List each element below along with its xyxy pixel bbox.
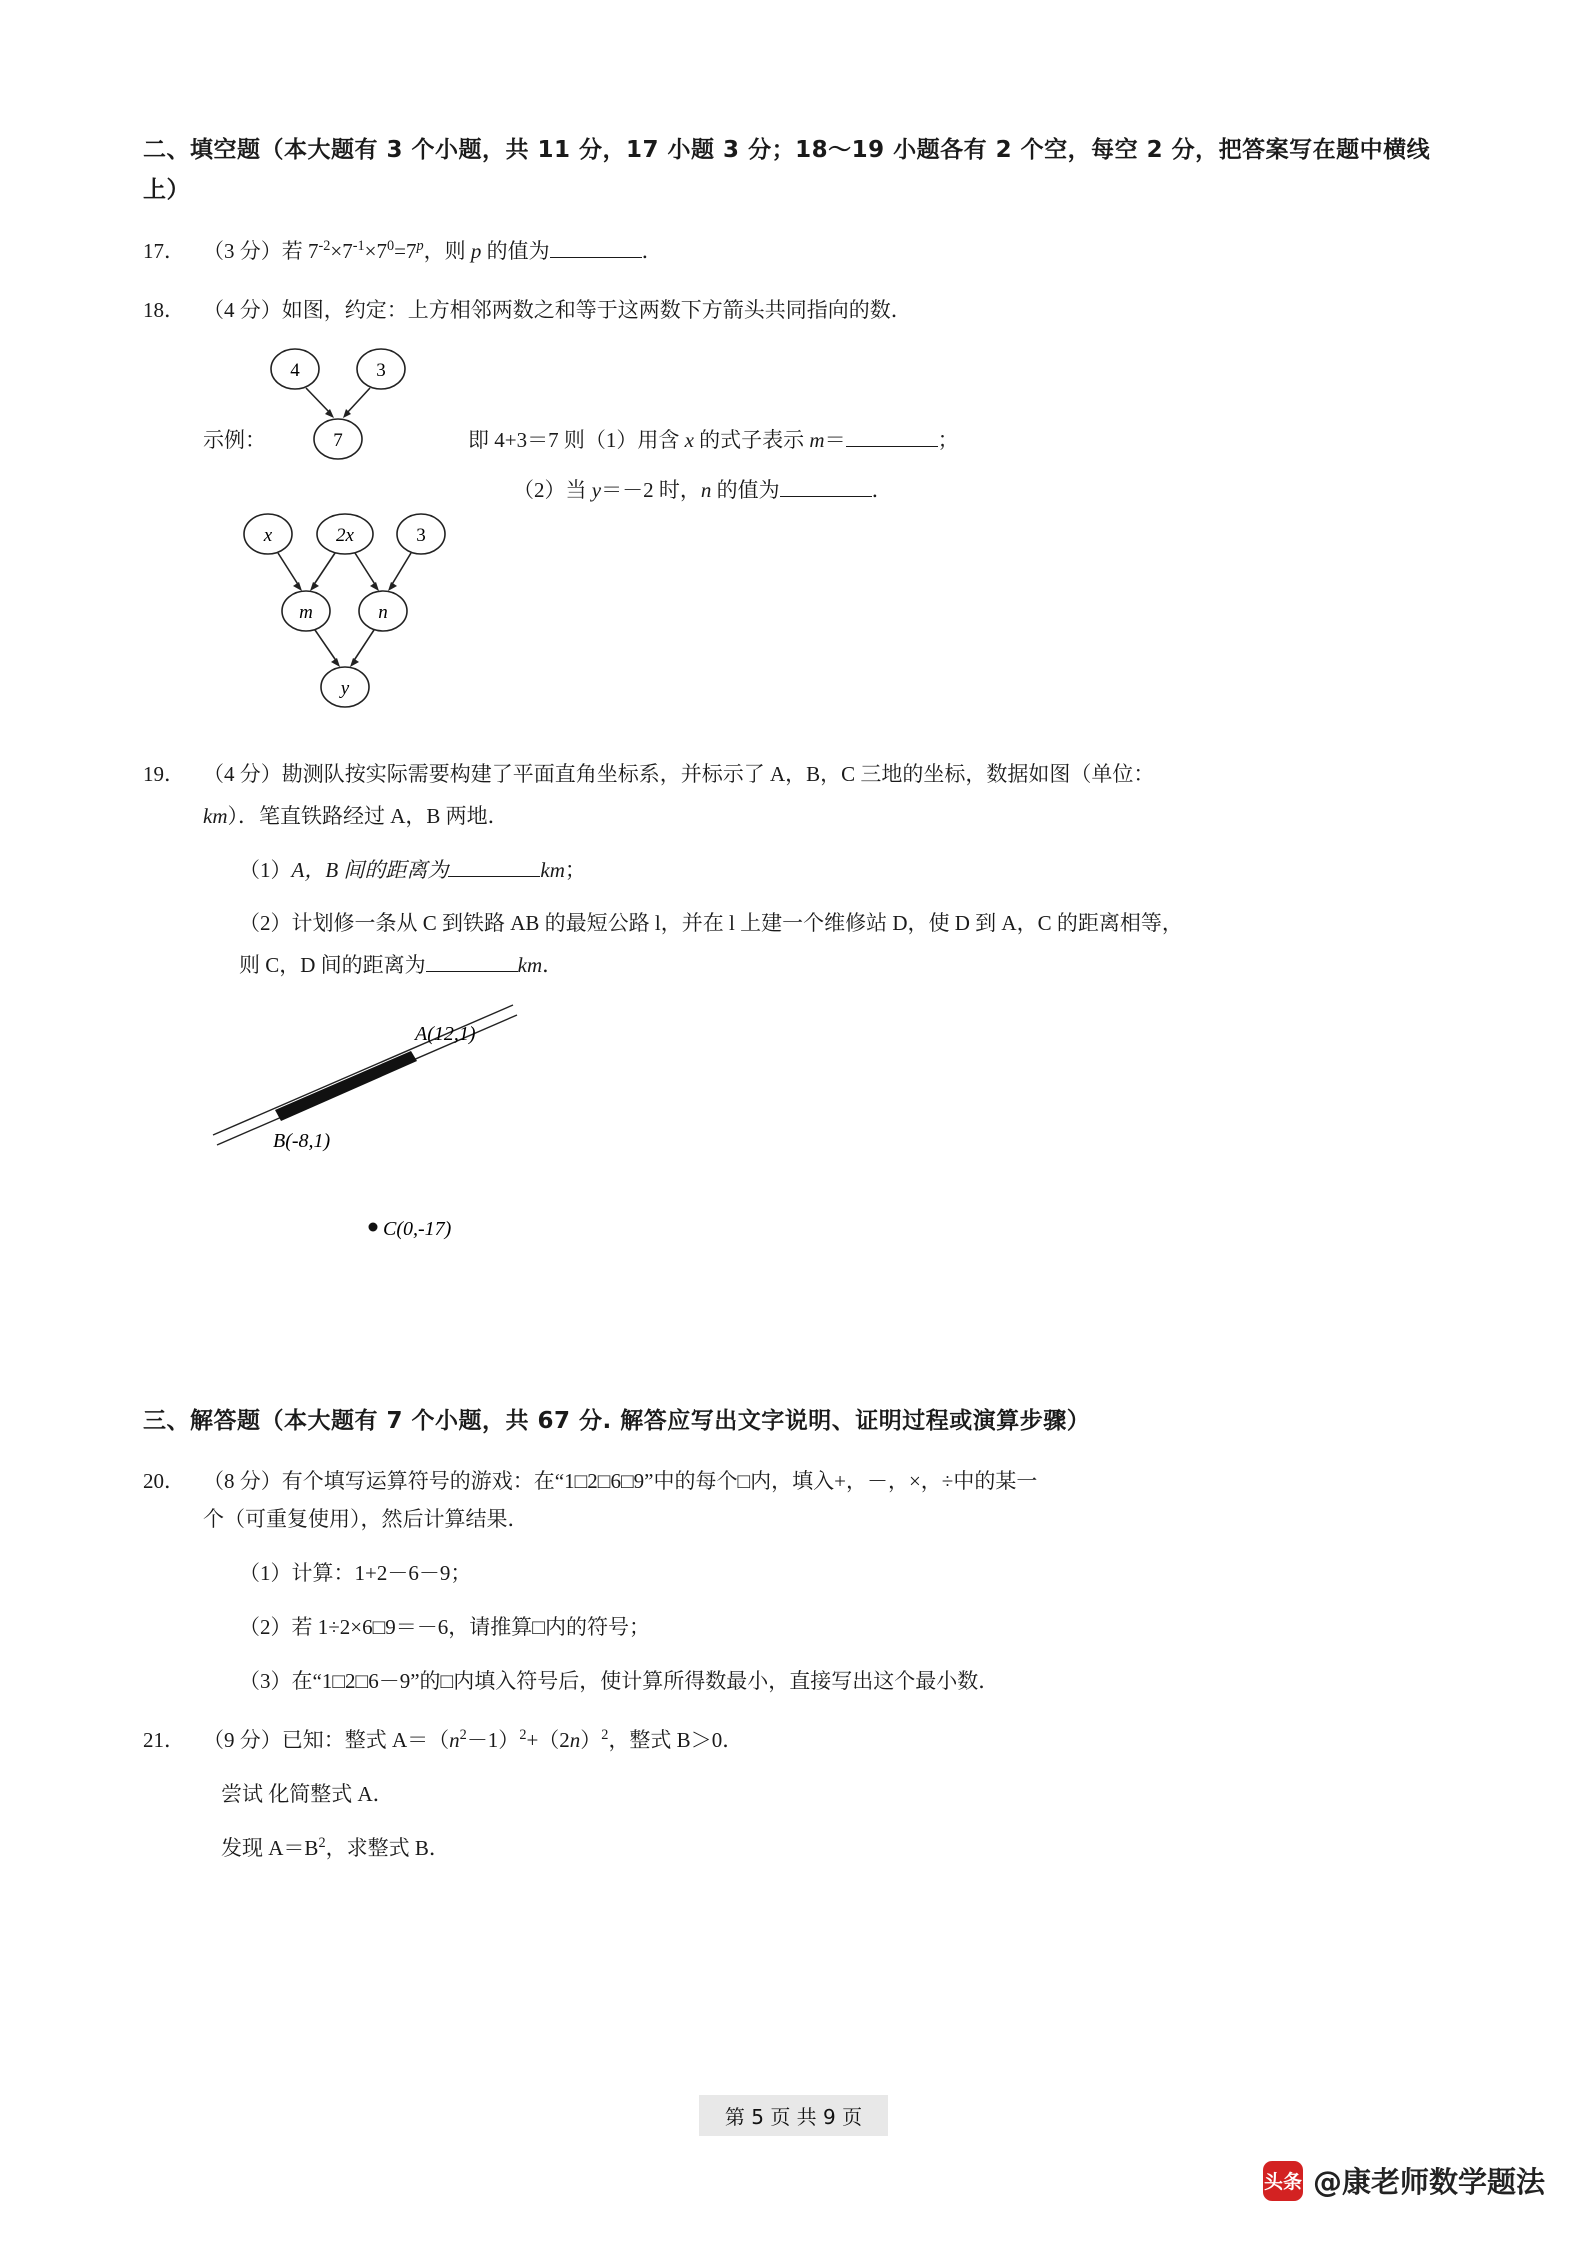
question-21 bbox=[143, 1722, 1443, 1867]
question-21-sup-2: 2 bbox=[519, 1727, 527, 1744]
question-18-score: （4 分） bbox=[203, 298, 282, 323]
sub2-text-c: 的值为 bbox=[711, 478, 780, 503]
question-19-sub1-end: ； bbox=[564, 857, 586, 882]
question-21-sub2-a: 发现 A＝B bbox=[221, 1835, 319, 1860]
question-19 bbox=[143, 756, 1443, 1295]
question-18-blank-2[interactable] bbox=[780, 475, 872, 497]
question-21-sup-1: 2 bbox=[459, 1727, 467, 1744]
question-21-body bbox=[203, 1722, 1443, 1867]
label-B: B(-8,1) bbox=[273, 1130, 331, 1153]
question-19-sub2-line1: （2）计划修一条从 C 到铁路 AB 的最短公路 l，并在 l 上建一个维修站 D，使 D 到 A，C 的距离相等， bbox=[239, 911, 1183, 936]
question-19-text-line2-wrap bbox=[203, 798, 1443, 836]
question-21-sub1: 尝试 化简整式 A． bbox=[221, 1782, 394, 1807]
page-number-label: 第 5 页 共 9 页 bbox=[699, 2095, 888, 2136]
svg-text:y: y bbox=[340, 678, 350, 700]
question-20 bbox=[143, 1463, 1443, 1700]
question-20-line2: 个（可重复使用），然后计算结果． bbox=[203, 1507, 529, 1532]
example-label: 示例： bbox=[203, 428, 266, 453]
question-17 bbox=[143, 233, 1443, 271]
sub2-var-y: y bbox=[591, 478, 602, 503]
section-3-heading: 三、解答题（本大题有 7 个小题，共 67 分. 解答应写出文字说明、证明过程或演算步骤） bbox=[143, 1408, 1091, 1435]
question-19-sub1-a: （1） bbox=[239, 857, 292, 882]
question-19-number: 19． bbox=[143, 762, 185, 787]
question-21-line1-c: +（2 bbox=[526, 1728, 570, 1753]
question-21-line1-d: ） bbox=[580, 1728, 602, 1753]
sub2-var-n: n bbox=[700, 478, 712, 503]
toutiao-logo-icon: 头条 bbox=[1263, 2161, 1303, 2201]
question-21-var-n: n bbox=[449, 1728, 460, 1753]
question-20-body bbox=[203, 1463, 1443, 1700]
question-19-figure bbox=[203, 995, 1443, 1295]
question-21-sub2-sup: 2 bbox=[318, 1834, 326, 1851]
pyramid-diagram-svg bbox=[203, 504, 603, 734]
question-19-blank-1[interactable] bbox=[448, 855, 540, 877]
example-text-a: 即 4+3＝7 则（1）用含 bbox=[468, 428, 685, 453]
question-18-pyramid-figure bbox=[203, 504, 1443, 734]
question-17-number: 17． bbox=[143, 238, 185, 263]
label-A: A(12,1) bbox=[415, 1023, 476, 1046]
question-21-sub2 bbox=[221, 1830, 1443, 1868]
example-text-c: ＝ bbox=[824, 428, 846, 453]
question-17-text-d: =7 bbox=[394, 238, 417, 263]
question-19-text-line2: ）．笔直铁路经过 A，B 两地． bbox=[227, 803, 509, 828]
question-21-line1-b: －1） bbox=[466, 1728, 520, 1753]
question-20-sub2: （2）若 1÷2×6□9＝－6，请推算□内的符号； bbox=[239, 1614, 650, 1639]
question-20-sub1: （1）计算：1+2－6－9； bbox=[239, 1560, 472, 1585]
question-19-score: （4 分） bbox=[203, 762, 282, 787]
question-17-answer-blank[interactable] bbox=[550, 236, 642, 258]
question-18-text: 如图，约定：上方相邻两数之和等于这两数下方箭头共同指向的数． bbox=[281, 298, 912, 323]
label-C: C(0,-17) bbox=[383, 1218, 452, 1241]
question-17-exp3: 0 bbox=[386, 237, 395, 254]
question-19-unit: km bbox=[203, 803, 228, 828]
question-19-sub2-end: ． bbox=[542, 953, 564, 978]
question-21-var-n2: n bbox=[569, 1728, 581, 1753]
question-18-number: 18． bbox=[143, 298, 185, 323]
example-var-m: m bbox=[809, 428, 825, 453]
question-18-example-figure bbox=[203, 344, 1443, 503]
question-17-text-e: ，则 bbox=[423, 238, 471, 263]
question-17-text-c: ×7 bbox=[364, 238, 387, 263]
question-17-var-p: p bbox=[470, 238, 482, 263]
question-20-score: （8 分） bbox=[203, 1469, 282, 1494]
svg-text:x: x bbox=[263, 525, 273, 547]
question-19-sub2-line2 bbox=[239, 947, 1443, 985]
question-17-text-g: ． bbox=[641, 238, 663, 263]
question-19-sub1 bbox=[239, 852, 1443, 890]
question-18 bbox=[143, 292, 1443, 734]
question-18-body bbox=[203, 292, 1443, 734]
document-content bbox=[143, 130, 1443, 1868]
watermark-text: @康老师数学题法 bbox=[1312, 2165, 1545, 2199]
svg-text:m: m bbox=[299, 602, 313, 624]
question-19-sub2 bbox=[239, 905, 1443, 985]
example-statement bbox=[468, 422, 959, 460]
svg-text:3: 3 bbox=[376, 360, 386, 382]
example-end: ； bbox=[937, 428, 959, 453]
question-19-body bbox=[203, 756, 1443, 1295]
example-var-x: x bbox=[684, 428, 694, 453]
question-17-text-f: 的值为 bbox=[481, 238, 550, 263]
question-19-sub1-b: A，B 间的距离为 bbox=[291, 857, 449, 882]
example-text-b: 的式子表示 bbox=[693, 428, 810, 453]
question-17-exp2: -1 bbox=[352, 237, 365, 254]
question-20-number: 20． bbox=[143, 1469, 185, 1494]
svg-text:2x: 2x bbox=[336, 525, 354, 547]
question-18-blank-1[interactable] bbox=[846, 425, 938, 447]
question-17-exp1: -2 bbox=[318, 237, 331, 254]
question-21-number: 21． bbox=[143, 1728, 185, 1753]
question-19-sub2-unit: km bbox=[517, 953, 543, 978]
question-21-line1-e: ，整式 B＞0． bbox=[608, 1728, 744, 1753]
question-19-text-line1: 勘测队按实际需要构建了平面直角坐标系，并标示了 A，B，C 三地的坐标，数据如图（单位： bbox=[281, 762, 1155, 787]
question-17-exp-p: p bbox=[416, 237, 424, 254]
sub2-end: ． bbox=[871, 478, 893, 503]
question-21-sup-3: 2 bbox=[601, 1727, 609, 1744]
question-19-blank-2[interactable] bbox=[426, 950, 518, 972]
sub2-text-b: ＝－2 时， bbox=[601, 478, 701, 503]
page-footer bbox=[0, 2095, 1587, 2136]
svg-text:7: 7 bbox=[333, 430, 343, 452]
svg-text:n: n bbox=[378, 602, 388, 624]
question-21-score: （9 分） bbox=[203, 1728, 282, 1753]
question-20-line1: 有个填写运算符号的游戏：在“1□2□6□9”中的每个□内，填入+，－，×，÷中的某一 bbox=[281, 1469, 1038, 1494]
question-17-text-b: ×7 bbox=[330, 238, 353, 263]
question-17-text-a: 若 7 bbox=[281, 238, 319, 263]
spacer bbox=[143, 1295, 1443, 1355]
question-17-score: （3 分） bbox=[203, 238, 282, 263]
question-19-sub2-line2-a: 则 C，D 间的距离为 bbox=[239, 953, 426, 978]
svg-text:4: 4 bbox=[290, 360, 300, 382]
sub2-text-a: （2）当 bbox=[513, 478, 592, 503]
svg-text:3: 3 bbox=[416, 525, 426, 547]
section-2-heading: 二、填空题（本大题有 3 个小题，共 11 分，17 小题 3 分；18～19 小题各有 2 个空，每空 2 分，把答案写在题中横线上） bbox=[143, 137, 1431, 204]
coordinate-diagram-svg bbox=[203, 995, 663, 1295]
question-21-sub2-b: ，求整式 B． bbox=[325, 1835, 450, 1860]
question-17-body bbox=[203, 233, 1443, 271]
watermark bbox=[1263, 2160, 1545, 2201]
question-20-sub3: （3）在“1□2□6－9”的□内填入符号后，使计算所得数最小，直接写出这个最小数． bbox=[239, 1668, 1000, 1693]
question-21-line1-a: 已知：整式 A＝（ bbox=[281, 1728, 450, 1753]
question-19-sub1-unit: km bbox=[540, 857, 565, 882]
